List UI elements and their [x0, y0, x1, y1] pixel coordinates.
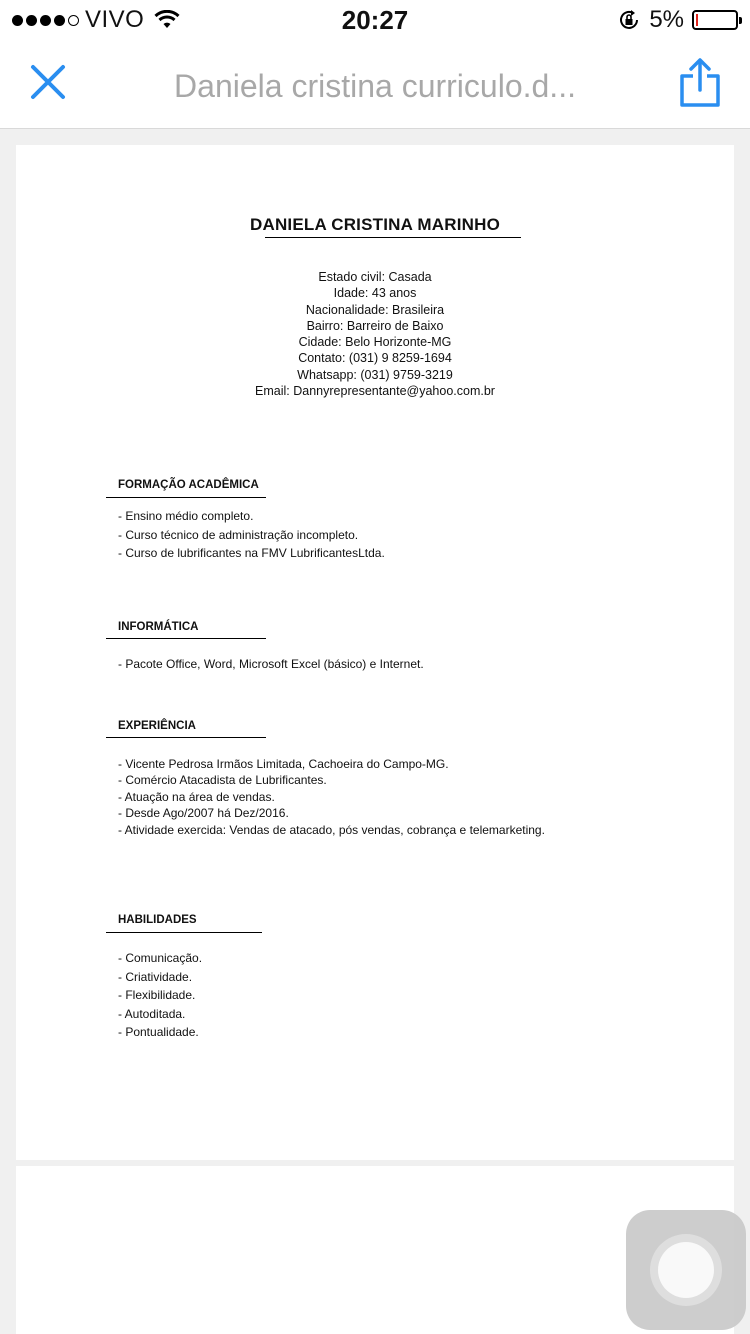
- nav-bar: [0, 40, 750, 129]
- list-item: - Desde Ago/2007 há Dez/2016.: [118, 806, 289, 821]
- name-underline: [265, 237, 521, 238]
- list-item: - Flexibilidade.: [118, 988, 196, 1003]
- info-whatsapp: Whatsapp: (031) 9759-3219: [297, 367, 453, 382]
- battery-percent: 5%: [649, 6, 684, 33]
- rotation-lock-icon: [617, 8, 641, 32]
- battery-level: [696, 14, 698, 26]
- list-item: - Vicente Pedrosa Irmãos Limitada, Cachoeira do Campo-MG.: [118, 757, 449, 771]
- section-list-experience: [118, 756, 545, 838]
- document-page[interactable]: [16, 145, 734, 1160]
- section-list-skills: [118, 949, 202, 1042]
- status-bar: [0, 0, 750, 40]
- assistive-touch-button[interactable]: [626, 1210, 746, 1330]
- status-right: [617, 6, 738, 34]
- info-nationality: Nacionalidade: Brasileira: [305, 302, 445, 317]
- list-item: - Autoditada.: [118, 1006, 186, 1021]
- document-title: Daniela cristina curriculo.d...: [174, 68, 576, 104]
- info-email: Email: Dannyrepresentante@yahoo.com.br: [255, 384, 495, 399]
- list-item: - Curso técnico de administração incompleto.: [118, 527, 359, 542]
- section-list-education: [118, 507, 385, 563]
- list-item: - Atuação na área de vendas.: [118, 789, 275, 804]
- section-underline: [106, 932, 262, 933]
- section-list-computing: [118, 655, 424, 674]
- share-icon: [678, 56, 722, 108]
- section-heading-computing: INFORMÁTICA: [118, 621, 199, 633]
- clock: 20:27: [341, 5, 409, 35]
- section-heading-experience: EXPERIÊNCIA: [118, 720, 196, 732]
- resume-name: DANIELA CRISTINA MARINHO: [249, 215, 501, 234]
- info-neighborhood: Bairro: Barreiro de Baixo: [306, 318, 444, 333]
- list-item: - Comércio Atacadista de Lubrificantes.: [118, 773, 327, 788]
- list-item: - Comunicação.: [118, 951, 203, 965]
- info-city: Cidade: Belo Horizonte-MG: [298, 335, 452, 350]
- assistive-touch-center: [658, 1242, 714, 1298]
- list-item: - Atividade exercida: Vendas de atacado, pós vendas, cobrança e telemarketing.: [118, 822, 545, 837]
- personal-info: [16, 269, 734, 399]
- info-marital-status: Estado civil: Casada: [318, 270, 432, 284]
- list-item: - Ensino médio completo.: [118, 509, 254, 523]
- share-button[interactable]: [678, 56, 722, 108]
- list-item: - Criatividade.: [118, 969, 193, 984]
- battery-icon: [692, 10, 738, 30]
- carrier-name: VIVO: [85, 6, 145, 33]
- info-phone: Contato: (031) 9 8259-1694: [298, 351, 452, 366]
- list-item: - Pacote Office, Word, Microsoft Excel (básico) e Internet.: [118, 657, 424, 671]
- section-underline: [106, 737, 266, 738]
- section-underline: [106, 497, 266, 498]
- list-item: - Curso de lubrificantes na FMV LubrificantesLtda.: [118, 546, 385, 561]
- section-heading-skills: HABILIDADES: [118, 914, 197, 926]
- list-item: - Pontualidade.: [118, 1025, 199, 1040]
- section-underline: [106, 638, 266, 639]
- section-heading-education: FORMAÇÃO ACADÊMICA: [118, 479, 259, 491]
- info-age: Idade: 43 anos: [333, 286, 417, 301]
